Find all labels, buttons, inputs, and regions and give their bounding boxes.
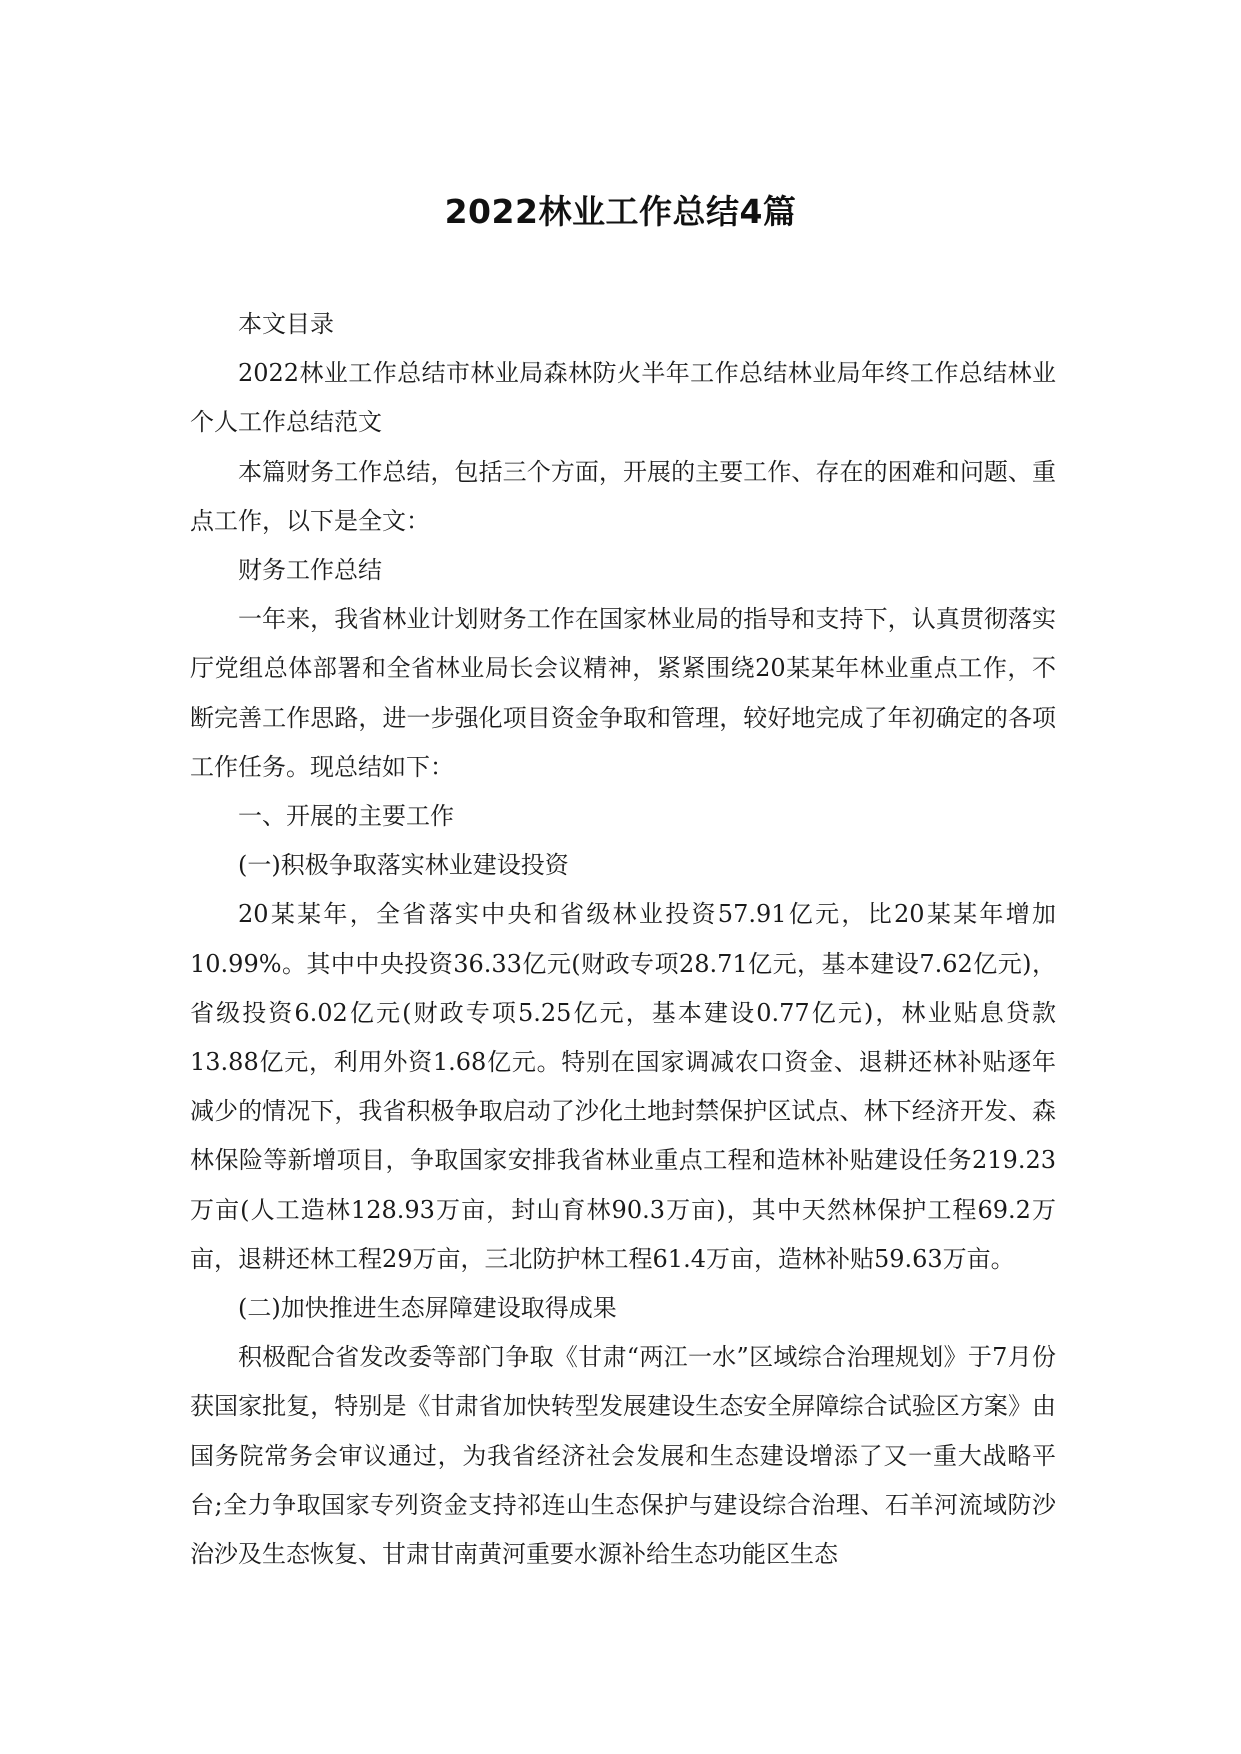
paragraph-subheading-ecology: (二)加快推进生态屏障建设取得成果: [238, 1294, 617, 1323]
paragraph-heading-main-work: 一、开展的主要工作: [238, 802, 454, 831]
paragraph-overview: 一年来，我省林业计划财务工作在国家林业局的指导和支持下，认真贯彻落实厅党组总体部署和全省林业局长会议精神，紧紧围绕20某某年林业重点工作，不断完善工作思路，进一步强化项目资金争取和管理，较好地完成了年初确定的各项工作任务。现总结如下：: [190, 605, 1056, 781]
paragraph-section-title: 财务工作总结: [238, 556, 382, 585]
paragraph-intro: 本篇财务工作总结，包括三个方面，开展的主要工作、存在的困难和问题、重点工作，以下是全文：: [190, 457, 1056, 535]
paragraph-subheading-investment: (一)积极争取落实林业建设投资: [238, 851, 569, 880]
paragraph-toc-heading: 本文目录: [238, 310, 334, 338]
paragraph-ecology-detail: 积极配合省发改委等部门争取《甘肃“两江一水”区域综合治理规划》于7月份获国家批复，特别是《甘肃省加快转型发展建设生态安全屏障综合试验区方案》由国务院常务会审议通过，为我省经济社会发展和生态建设增添了又一重大战略平台;全力争取国家专列资金支持祁连山生态保护与建设综合治理、石羊河流域防沙治沙及生态恢复、甘肃甘南黄河重要水源补给生态功能区生态: [190, 1343, 1056, 1569]
document-title: 2022林业工作总结4篇: [444, 192, 797, 231]
paragraph-investment-detail: 20某某年，全省落实中央和省级林业投资57.91亿元，比20某某年增加10.99%。其中中央投资36.33亿元(财政专项28.71亿元，基本建设7.62亿元)，省级投资6.02亿元(财政专项5.25亿元，基本建设0.77亿元)，林业贴息贷款13.88亿元，利用外资1.68亿元。特别在国家调减农口资金、退耕还林补贴逐年减少的情况下，我省积极争取启动了沙化土地封禁保护区试点、林下经济开发、森林保险等新增项目，争取国家安排我省林业重点工程和造林补贴建设任务219.23万亩(人工造林128.93万亩，封山育林90.3万亩)，其中天然林保护工程69.2万亩，退耕还林工程29万亩，三北防护林工程61.4万亩，造林补贴59.63万亩。: [190, 900, 1056, 1273]
paragraph-toc-list: 2022林业工作总结市林业局森林防火半年工作总结林业局年终工作总结林业个人工作总结范文: [190, 359, 1056, 437]
document-body: [190, 300, 1056, 1579]
